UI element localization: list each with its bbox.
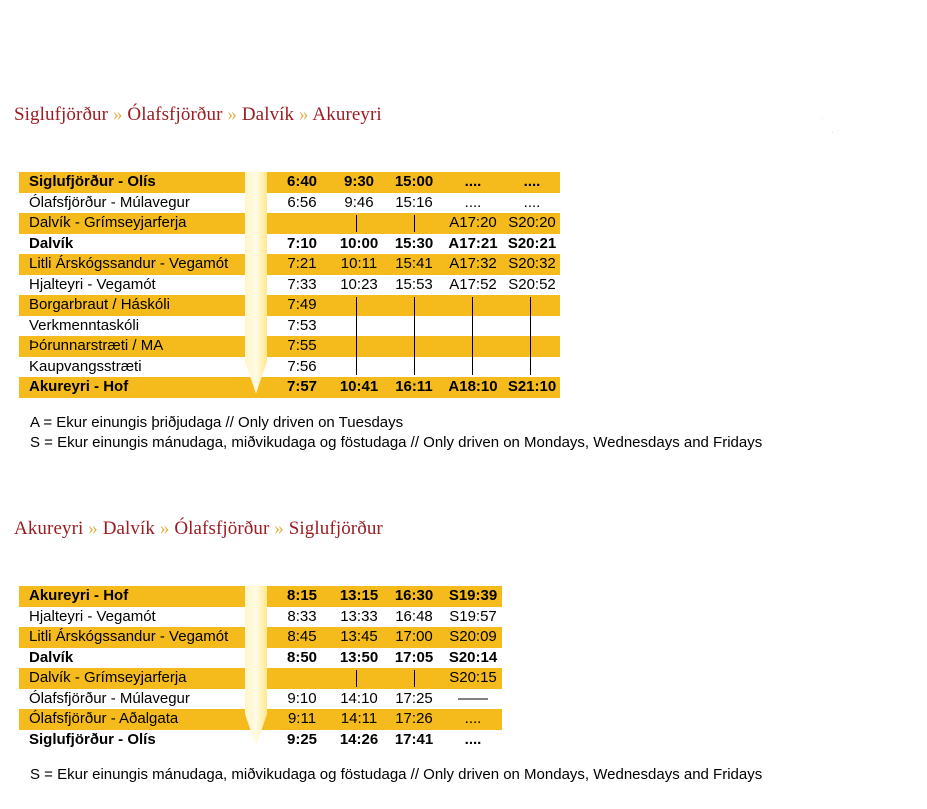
stop-name: Akureyri - Hof [29,587,129,604]
stop-name: Dalvík - Grímseyjarferja [29,669,187,686]
departure-time: A17:32 [449,255,497,272]
departure-time [444,336,502,357]
no-stop-line [530,297,531,375]
departure-time: 7:53 [287,316,317,334]
departure-time [338,357,380,378]
no-stop-line [356,670,357,687]
no-stop-line [414,670,415,687]
no-stop-line [414,297,415,375]
departure-time: A17:21 [448,234,498,252]
departure-time: A17:52 [449,275,497,293]
route-separator: » [108,104,128,125]
departure-time: 7:33 [287,275,317,293]
departure-time: 15:30 [394,234,434,252]
route-stop-name: Akureyri [312,104,382,125]
timetable-siglufjordur-akureyri [19,172,560,398]
departure-time: 7:57 [286,378,318,395]
stop-name: Verkmenntaskóli [29,316,140,334]
departure-time: 15:41 [395,255,433,272]
departure-time: 14:26 [339,730,379,748]
stop-name: Þórunnarstræti / MA [29,337,164,354]
stop-name: Siglufjörður - Olís [29,730,156,748]
route-stop-name: Siglufjörður [14,104,109,125]
route-stop-name: Ólafsfjörður [174,518,270,539]
departure-time: 8:50 [286,648,318,666]
departure-time: 15:16 [395,193,433,211]
route-title-siglufjordur-akureyri [14,104,382,126]
note-a: A = Ekur einungis þriðjudaga // Only driven on Tuesdays [30,414,404,431]
stop-name: Ólafsfjörður - Múlavegur [29,193,190,211]
note-s: S = Ekur einungis mánudaga, miðvikudaga og föstudaga // Only driven on Mondays, Wednesdays and Fridays [30,434,763,451]
departure-time: 6:40 [286,173,318,190]
table-row [19,295,560,316]
departure-time: 8:33 [287,607,317,625]
departure-time: S21:10 [507,378,557,395]
no-stop-line [356,215,357,232]
departure-time: 15:00 [394,173,434,190]
departure-time: .... [464,730,482,748]
departure-time [338,295,380,316]
departure-time: 14:11 [340,710,378,727]
stop-name: Dalvík [29,234,74,252]
route-separator: » [222,104,242,125]
departure-time [503,316,561,337]
route-stop-name: Akureyri [14,518,84,539]
departure-time: A17:20 [449,214,497,231]
departure-time: 17:05 [394,648,434,666]
departure-time: S20:21 [507,234,557,252]
stop-name: Kaupvangsstræti [29,357,142,375]
departure-time: 17:00 [395,628,433,645]
departure-time [503,357,561,378]
departure-time: S20:15 [449,669,497,686]
departure-time: S20:09 [449,628,497,645]
route-stop-name: Ólafsfjörður [127,104,223,125]
departure-time: .... [523,173,541,190]
route-title-akureyri-siglufjordur [14,518,383,540]
decorative-dot [822,118,823,119]
departure-time: A18:10 [448,378,498,395]
departure-time: .... [464,193,482,211]
departure-time: 9:30 [343,173,375,190]
departure-time: —— [458,689,488,707]
departure-time: 9:10 [287,689,317,707]
departure-time [338,336,380,357]
table-row [19,234,560,255]
note-s-return: S = Ekur einungis mánudaga, miðvikudaga og föstudaga // Only driven on Mondays, Wednesdays and Fridays [30,766,763,783]
departure-time: 17:41 [394,730,434,748]
departure-time: 10:11 [340,255,378,272]
departure-time: 13:45 [340,628,378,645]
timetable-akureyri-siglufjordur [19,586,502,750]
route-stop-name: Dalvík [241,104,295,125]
table-row [19,336,560,357]
departure-time: 7:55 [287,337,317,354]
departure-time: 7:10 [286,234,318,252]
departure-time [281,668,323,689]
route-separator: » [294,104,313,125]
departure-time: S20:52 [508,275,556,293]
table-row [19,254,560,275]
table-row [19,172,560,193]
stop-name: Hjalteyri - Vegamót [29,275,156,293]
departure-time: S19:57 [449,607,497,625]
departure-time: 7:21 [287,255,317,272]
departure-time: .... [523,193,541,211]
departure-time: 8:15 [286,587,318,604]
departure-time: 17:25 [395,689,433,707]
stop-name: Ólafsfjörður - Múlavegur [29,689,190,707]
departure-time: 7:56 [287,357,317,375]
departure-time: 13:33 [340,607,378,625]
departure-time: 7:49 [287,296,317,313]
stop-name: Hjalteyri - Vegamót [29,607,156,625]
departure-time: 9:11 [287,710,317,727]
departure-time [444,295,502,316]
stop-name: Ólafsfjörður - Aðalgata [29,710,179,727]
departure-time: S20:20 [508,214,556,231]
stop-name: Litli Árskógssandur - Vegamót [29,628,229,645]
departure-time: 13:15 [339,587,379,604]
departure-time: S20:32 [508,255,556,272]
table-row [19,213,560,234]
stop-name: Akureyri - Hof [29,378,129,395]
departure-time [338,668,380,689]
no-stop-line [414,215,415,232]
stop-name: Siglufjörður - Olís [29,173,156,190]
table-row [19,316,560,337]
direction-arrow-icon [245,586,267,750]
decorative-dot [832,132,833,133]
route-stop-name: Siglufjörður [288,518,383,539]
departure-time: S20:14 [448,648,498,666]
direction-arrow-icon [245,172,267,398]
departure-time [503,295,561,316]
departure-time: .... [464,173,482,190]
departure-time: 16:30 [394,587,434,604]
table-row [19,357,560,378]
route-separator: » [83,518,103,539]
departure-time: 10:00 [339,234,379,252]
stop-name: Dalvík [29,648,74,666]
departure-time: 14:10 [340,689,378,707]
departure-time [281,213,323,234]
table-row [19,193,560,214]
departure-time: 16:48 [395,607,433,625]
departure-time: 6:56 [287,193,317,211]
departure-time: .... [464,710,482,727]
stop-name: Dalvík - Grímseyjarferja [29,214,187,231]
stop-name: Litli Árskógssandur - Vegamót [29,255,229,272]
no-stop-line [356,297,357,375]
departure-time [444,357,502,378]
table-row [19,377,560,398]
departure-time [444,316,502,337]
departure-time: 9:25 [286,730,318,748]
departure-time: 9:46 [344,193,374,211]
departure-time: 10:23 [340,275,378,293]
route-separator: » [155,518,175,539]
departure-time: 16:11 [395,378,433,395]
departure-time: 10:41 [339,378,379,395]
departure-time: 17:26 [395,710,433,727]
departure-time: S19:39 [448,587,498,604]
departure-time [503,336,561,357]
departure-time [338,316,380,337]
departure-time: 8:45 [287,628,317,645]
departure-time [338,213,380,234]
route-stop-name: Dalvík [102,518,156,539]
no-stop-line [472,297,473,375]
departure-time: 15:53 [395,275,433,293]
stop-name: Borgarbraut / Háskóli [29,296,170,313]
departure-time: 13:50 [339,648,379,666]
route-separator: » [269,518,289,539]
table-row [19,275,560,296]
